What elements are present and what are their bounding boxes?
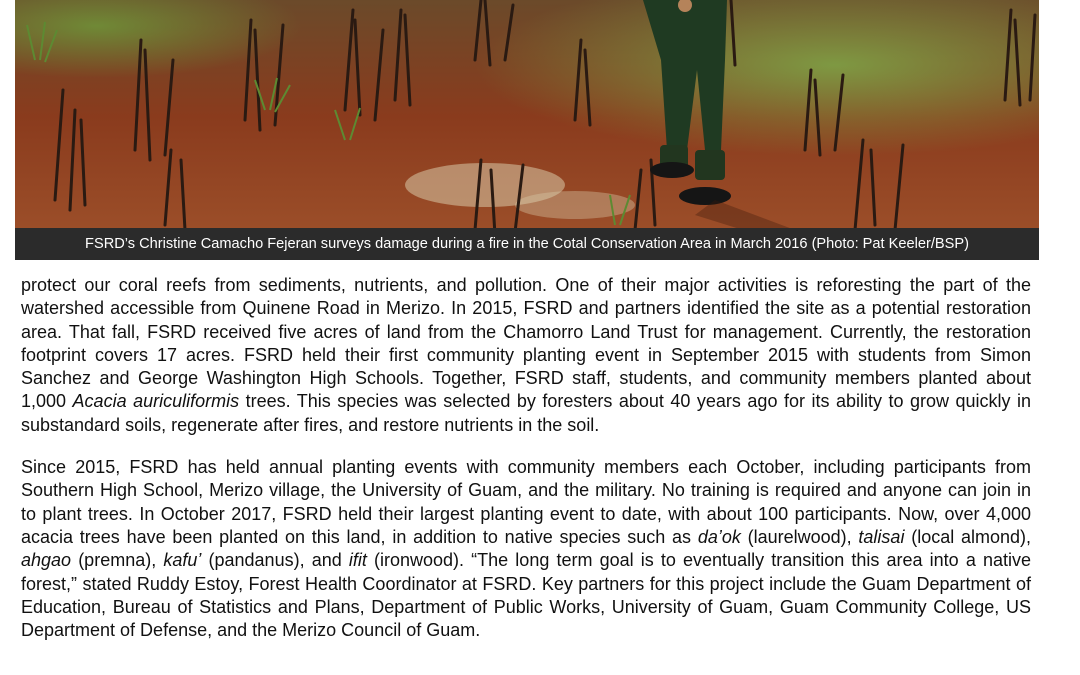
article-body (21, 274, 1031, 661)
paragraph-text: (ironwood). “The long term goal is to eventually transition this area into a native forest,” stated Ruddy Estoy, Forest Health Coordinator at FSRD. Key partners for this project include the Guam Department of Education, Bureau of Statistics and Plans, Department of Public Works, University of Guam, Guam Community College, US Department of Defense, and the Merizo Council of Guam. (21, 550, 1031, 641)
native-species-name: kafu’ (163, 550, 202, 571)
species-gloss: (premna), (71, 550, 164, 571)
photo-caption: FSRD’s Christine Camacho Fejeran surveys damage during a fire in the Cotal Conservation Area in March 2016 (Photo: Pat Keeler/BSP) (15, 228, 1039, 260)
burned-field-icon (15, 0, 1039, 260)
paragraph-text: trees. This species was selected by foresters about 40 years ago for its ability to grow quickly in substandard soils, regenerate after fires, and restore nutrients in the soil. (21, 391, 1031, 435)
paragraph-text: protect our coral reefs from sediments, nutrients, and pollution. One of their major activities is reforesting the part of the watershed accessible from Quinene Road in Merizo. In 2015, FSRD and partners identified the site as a potential restoration area. That fall, FSRD received five acres of land from the Chamorro Land Trust for management. Currently, the restoration footprint covers 17 acres. FSRD held their first community planting event in September 2015 with students from Simon Sanchez and George Washington High Schools. Together, FSRD staff, students, and community members planted about 1,000 (21, 275, 1031, 412)
paragraph-planting-events (21, 456, 1031, 642)
native-species-name: ifit (348, 550, 367, 571)
native-species-name: ahgao (21, 550, 72, 571)
species-gloss: (pandanus), and (201, 550, 349, 571)
native-species-name: talisai (858, 526, 905, 547)
species-gloss: (local almond), (904, 526, 1032, 547)
native-species-name: da’ok (697, 526, 741, 547)
burned-field-photo (15, 0, 1039, 260)
species-gloss: (laurelwood), (740, 526, 859, 547)
paragraph-text: Since 2015, FSRD has held annual planting events with community members each October, including participants from Southern High School, Merizo village, the University of Guam, and the military. No training is required and anyone can join in to plant trees. In October 2017, FSRD held their largest planting event to date, with about 100 participants. Now, over 4,000 acacia trees have been planted on this land, in addition to native species such as (21, 457, 1031, 547)
paragraph-reforestation (21, 274, 1031, 437)
species-name: Acacia auriculiformis (72, 391, 240, 412)
